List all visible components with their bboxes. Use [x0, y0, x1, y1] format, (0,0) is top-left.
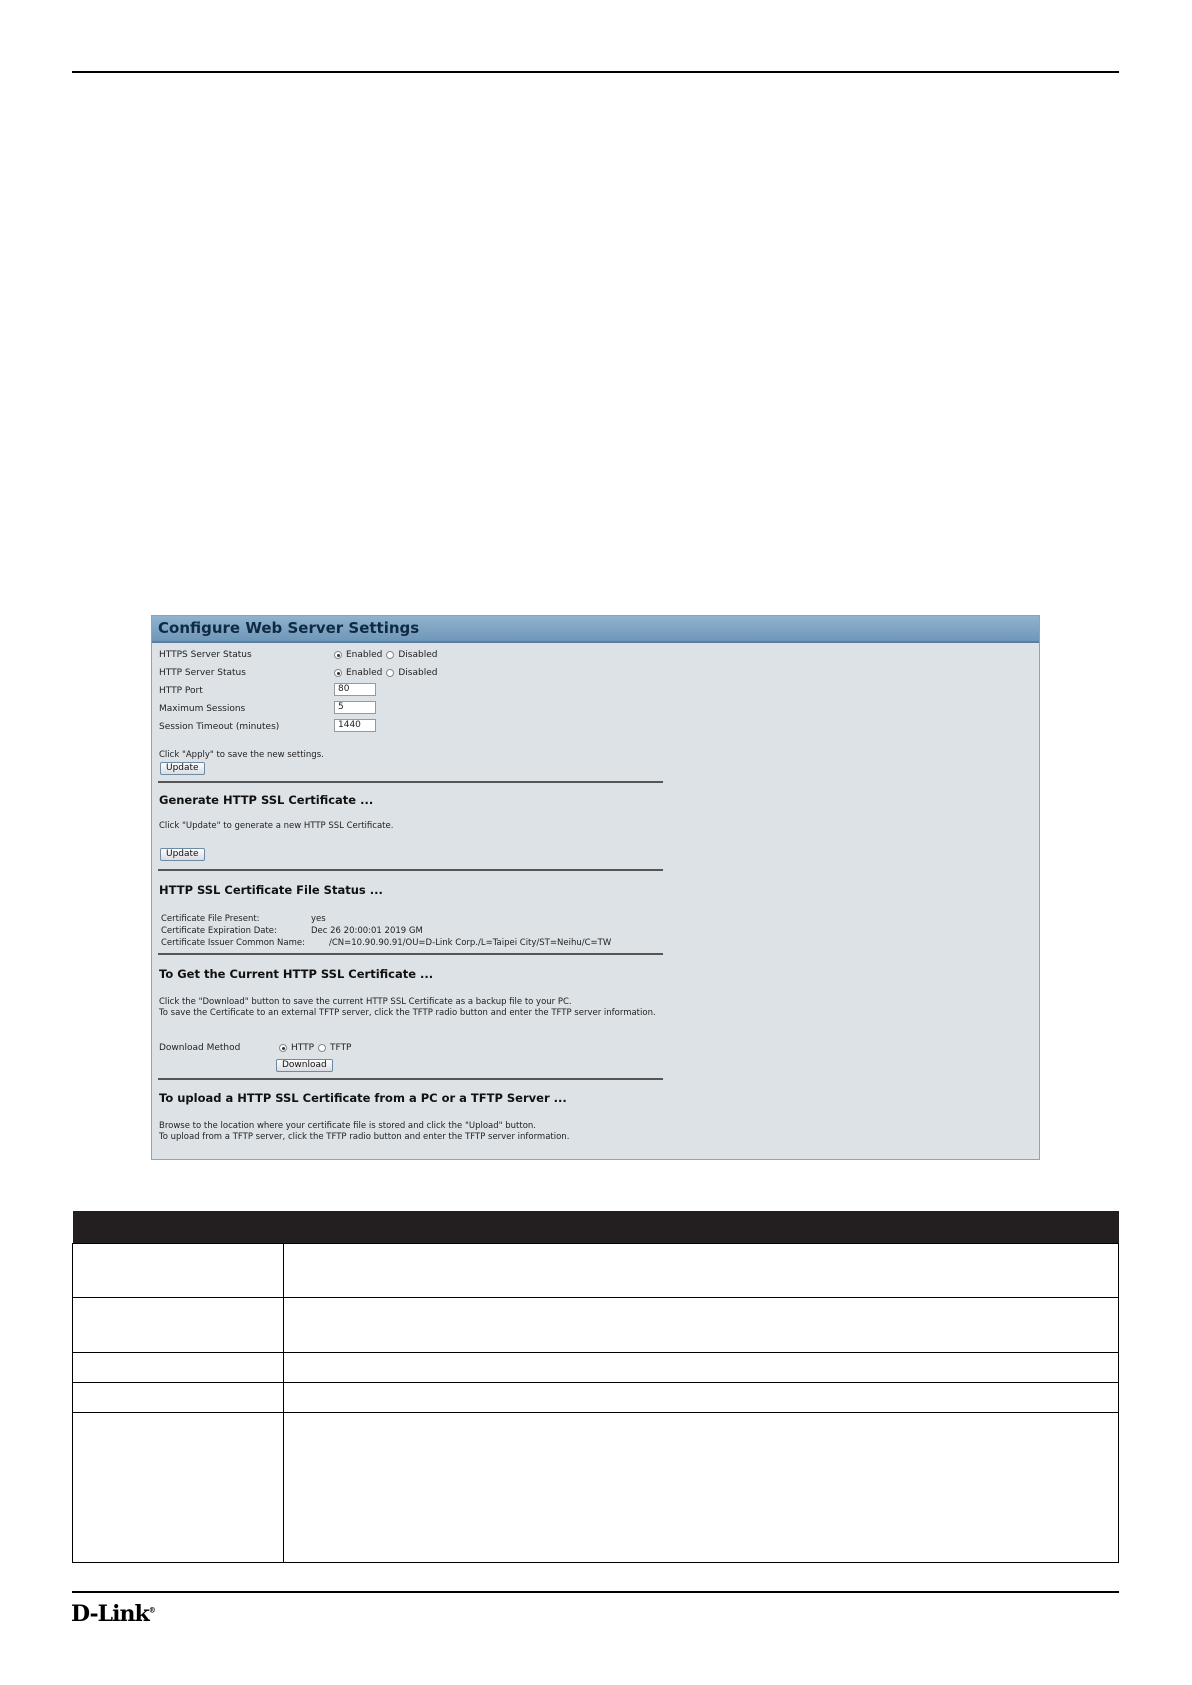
registered-mark: ® — [148, 1605, 156, 1615]
https-status-label: HTTPS Server Status — [159, 650, 252, 660]
cert-issuer-value: /CN=10.90.90.91/OU=D-Link Corp./L=Taipei City/ST=Neihu/C=TW — [329, 938, 612, 948]
cert-issuer-row — [161, 938, 612, 948]
https-enabled-radio[interactable] — [334, 651, 342, 659]
section-divider — [158, 1078, 663, 1080]
https-disabled-radio[interactable] — [386, 651, 394, 659]
table-header-row — [73, 1211, 1119, 1244]
download-button[interactable]: Download — [276, 1059, 333, 1072]
max-sessions-label: Maximum Sessions — [159, 704, 246, 714]
settings-update-button[interactable]: Update — [160, 762, 205, 775]
upload-heading: To upload a HTTP SSL Certificate from a PC or a TFTP Server ... — [159, 1091, 567, 1105]
cert-expiry-value: Dec 26 20:00:01 2019 GM — [311, 926, 423, 936]
panel-title: Configure Web Server Settings — [152, 616, 1039, 643]
header-rule — [72, 71, 1119, 73]
table-row — [73, 1413, 1119, 1563]
table-row — [73, 1298, 1119, 1353]
section-divider — [158, 781, 663, 783]
cert-present-row — [161, 914, 326, 924]
download-tftp-label: TFTP — [330, 1043, 352, 1053]
http-disabled-label: Disabled — [398, 668, 438, 678]
cert-expiry-label: Certificate Expiration Date: — [161, 926, 277, 936]
http-status-label: HTTP Server Status — [159, 668, 246, 678]
web-server-settings-panel — [151, 615, 1040, 1160]
upload-note-1: Browse to the location where your certificate file is stored and click the "Upload" button. — [159, 1121, 536, 1131]
download-tftp-radio[interactable] — [318, 1044, 326, 1052]
cert-present-value: yes — [311, 914, 326, 924]
download-http-radio[interactable] — [279, 1044, 287, 1052]
get-cert-note-1: Click the "Download" button to save the current HTTP SSL Certificate as a backup file to your PC. — [159, 997, 572, 1007]
http-port-input[interactable]: 80 — [334, 683, 376, 696]
apply-note: Click "Apply" to save the new settings. — [159, 750, 324, 760]
table-row — [73, 1383, 1119, 1413]
download-http-label: HTTP — [291, 1043, 315, 1053]
max-sessions-input[interactable]: 5 — [334, 701, 376, 714]
session-timeout-label: Session Timeout (minutes) — [159, 722, 280, 732]
table-header — [73, 1211, 1119, 1244]
generate-note: Click "Update" to generate a new HTTP SSL Certificate. — [159, 821, 394, 831]
generate-update-button[interactable]: Update — [160, 848, 205, 861]
cert-expiry-row — [161, 926, 423, 936]
generate-heading: Generate HTTP SSL Certificate ... — [159, 793, 374, 807]
footer-rule — [72, 1591, 1119, 1593]
cert-issuer-label: Certificate Issuer Common Name: — [161, 938, 305, 948]
table-row — [73, 1244, 1119, 1298]
https-enabled-label: Enabled — [346, 650, 383, 660]
http-disabled-radio[interactable] — [386, 669, 394, 677]
dlink-logo: D-Link® — [71, 1601, 156, 1627]
download-method-label: Download Method — [159, 1043, 241, 1053]
cert-present-label: Certificate File Present: — [161, 914, 260, 924]
session-timeout-input[interactable]: 1440 — [334, 719, 376, 732]
parameter-table — [72, 1211, 1119, 1563]
http-port-label: HTTP Port — [159, 686, 203, 696]
get-cert-heading: To Get the Current HTTP SSL Certificate ... — [159, 967, 434, 981]
section-divider — [158, 869, 663, 871]
http-enabled-radio[interactable] — [334, 669, 342, 677]
section-divider — [158, 953, 663, 955]
get-cert-note-2: To save the Certificate to an external TFTP server, click the TFTP radio button and enter the TFTP server information. — [159, 1008, 656, 1018]
https-disabled-label: Disabled — [398, 650, 438, 660]
table-row — [73, 1353, 1119, 1383]
upload-note-2: To upload from a TFTP server, click the TFTP radio button and enter the TFTP server information. — [159, 1132, 570, 1142]
http-enabled-label: Enabled — [346, 668, 383, 678]
status-heading: HTTP SSL Certificate File Status ... — [159, 883, 383, 897]
